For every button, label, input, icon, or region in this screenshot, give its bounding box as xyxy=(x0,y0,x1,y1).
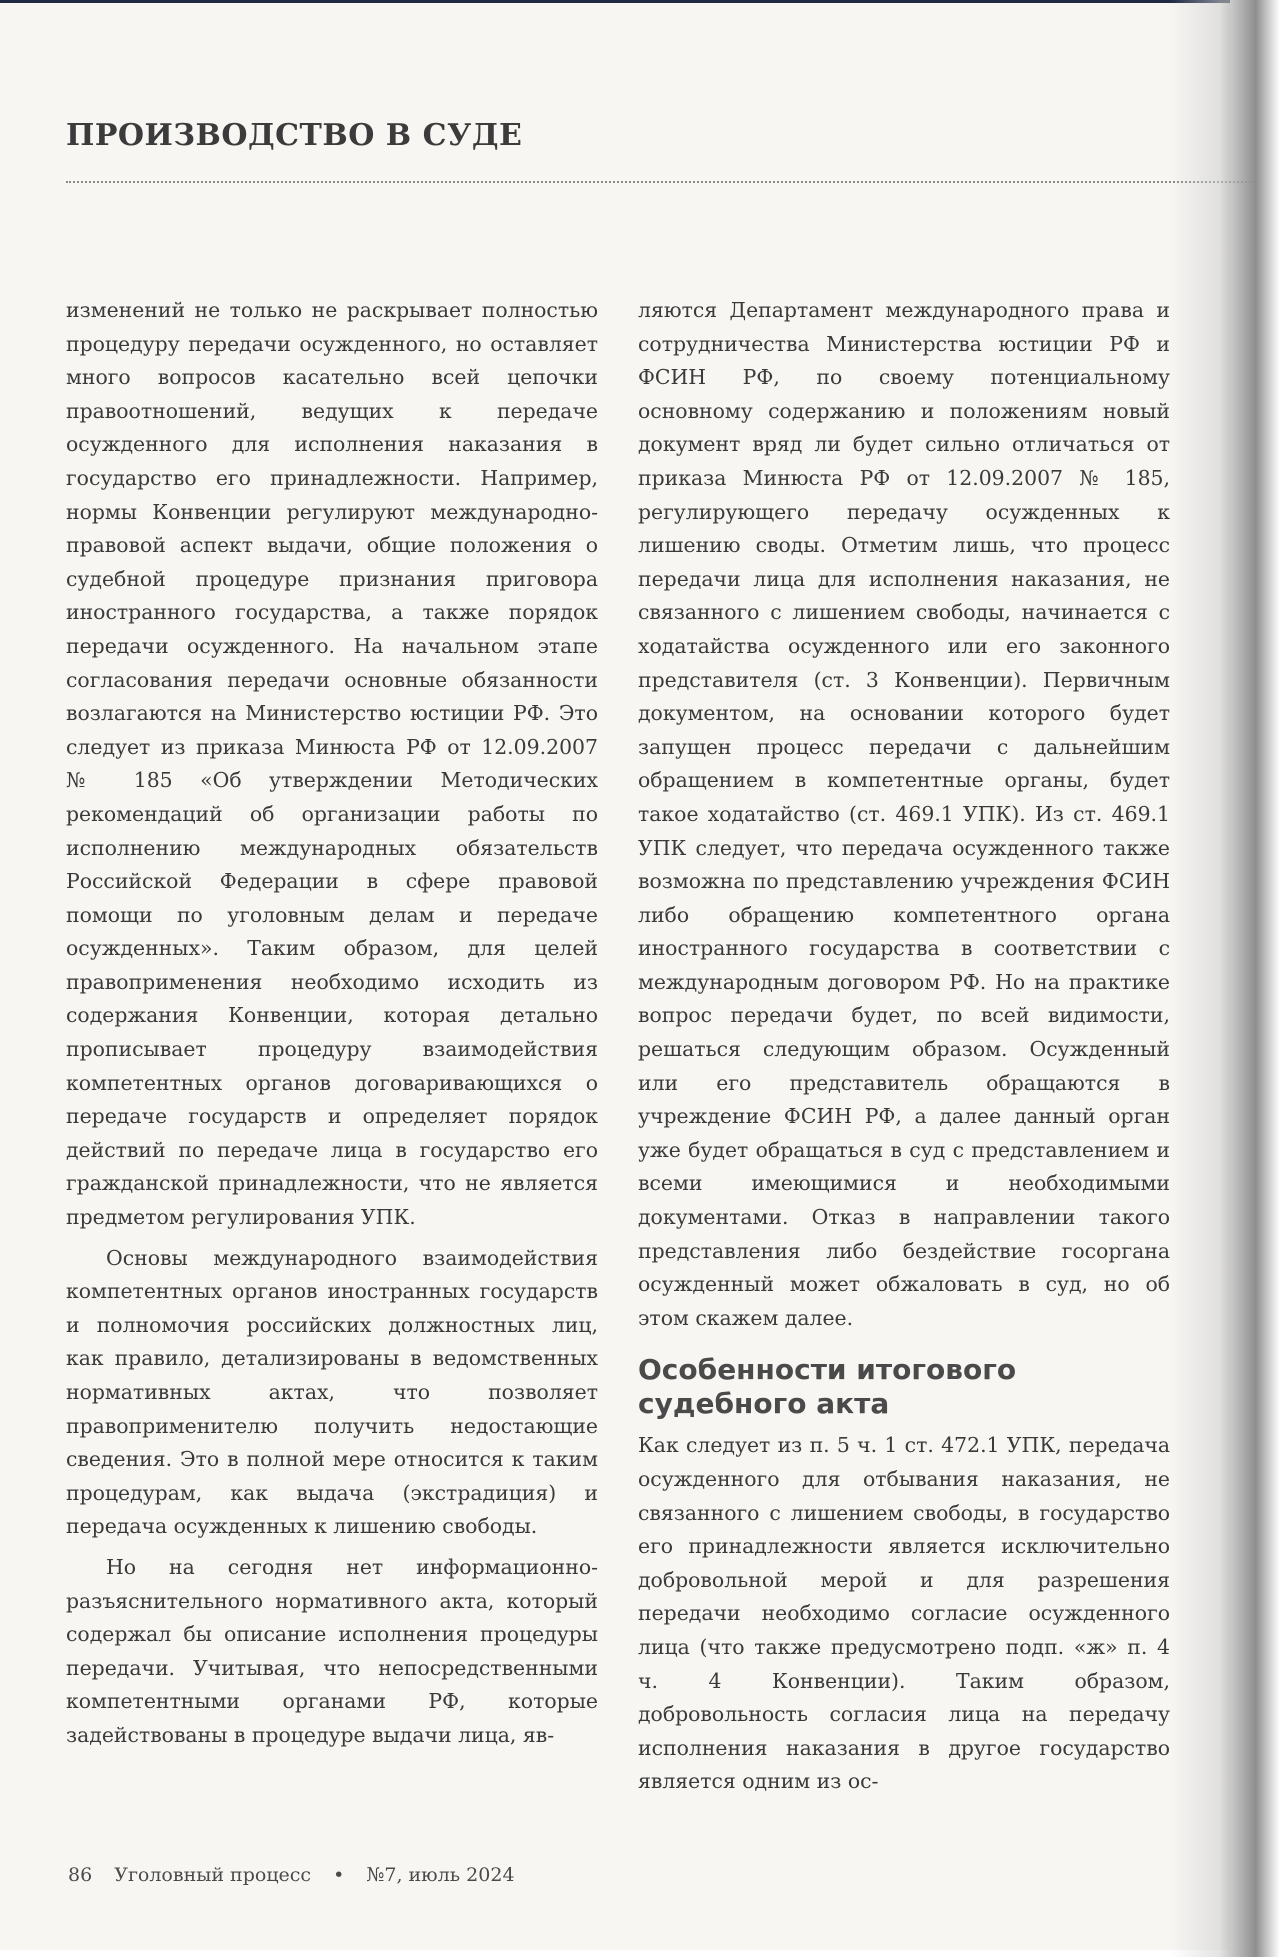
binding-shadow xyxy=(1170,0,1280,1957)
left-paragraph-1: изменений не только не раскрывает полностью процедуру передачи осужденного, но оставляет много вопросов касательно всей цепочки правоотношений, ведущих к передаче осужденного для исполнения наказания в государство его принадлежности. Например, нормы Конвенции регулируют международно-правовой аспект выдачи, общие положения о судебной процедуре признания приговора иностранного государства, а также порядок передачи осужденного. На начальном этапе согласования передачи основные обязанности возлагаются на Министерство юстиции РФ. Это следует из приказа Минюста РФ от 12.09.2007 № 185 «Об утверждении Методических рекомендаций об организации работы по исполнению международных обязательств Российской Федерации в сфере правовой помощи по уголовным делам и передаче осужденных». Таким образом, для целей правоприменения необходимо исходить из содержания Конвенции, которая детально прописывает процедуру взаимодействия компетентных органов договаривающихся о передаче государств и определяет порядок действий по передаче лица в государство его гражданской принадлежности, что не является предметом регулирования УПК. xyxy=(66,298,598,1230)
page-number: 86 xyxy=(68,1864,93,1886)
left-paragraph-2: Основы международного взаимодействия компетентных органов иностранных государств и полномочия российских должностных лиц, как правило, детализированы в ведомственных нормативных актах, что позволяет правоприменителю получить недостающие сведения. Это в полной мере относится к таким процедурам, как выдача (экстрадиция) и передача осужденных к лишению свободы. xyxy=(66,1245,598,1539)
left-column xyxy=(66,294,598,1753)
page-top-edge xyxy=(0,0,1230,3)
right-paragraph-2: Как следует из п. 5 ч. 1 ст. 472.1 УПК, передача осужденного для отбывания наказания, не связанного с лишением свободы, в государство его принадлежности является исключительно добровольной мерой и для разрешения передачи необходимо согласие осужденного лица (что также предусмотрено подп. «ж» п. 4 ч. 4 Конвенции). Таким образом, добровольность согласия лица на передачу исполнения наказания в другое государство является одним из ос- xyxy=(638,1433,1170,1794)
page-footer xyxy=(68,1864,531,1886)
right-column xyxy=(638,294,1170,1799)
footer-separator: • xyxy=(333,1864,345,1886)
issue-info: №7, июль 2024 xyxy=(366,1864,515,1886)
journal-name: Уголовный процесс xyxy=(114,1864,312,1886)
section-title: ПРОИЗВОДСТВО В СУДЕ xyxy=(66,118,523,153)
subheading: Особенности итогового судебного акта xyxy=(638,1353,1017,1421)
header-dotted-rule xyxy=(66,181,1266,183)
right-paragraph-1: ляются Департамент международного права и сотрудничества Министерства юстиции РФ и ФСИН РФ, по своему потенциальному основному содержанию и положениям новый документ вряд ли будет сильно отличаться от приказа Минюста РФ от 12.09.2007 № 185, регулирующего передачу осужденных к лишению своды. Отметим лишь, что процесс передачи лица для исполнения наказания, не связанного с лишением свободы, начинается с ходатайства осужденного или его законного представителя (ст. 3 Конвенции). Первичным документом, на основании которого будет запущен процесс передачи с дальнейшим обращением в компетентные органы, будет такое ходатайство (ст. 469.1 УПК). Из ст. 469.1 УПК следует, что передача осужденного также возможна по представлению учреждения ФСИН либо обращению компетентного органа иностранного государства в соответствии с международным договором РФ. Но на практике вопрос передачи будет, по всей видимости, решаться следующим образом. Осужденный или его представитель обращаются в учреждение ФСИН РФ, а далее данный орган уже будет обращаться в суд с представлением и всеми имеющимися и необходимыми документами. Отказ в направлении такого представления либо бездействие госоргана осужденный может обжаловать в суд, но об этом скажем далее. xyxy=(638,298,1170,1330)
left-paragraph-3: Но на сегодня нет информационно-разъяснительного нормативного акта, который содержал бы описание исполнения процедуры передачи. Учитывая, что непосредственными компетентными органами РФ, которые задействованы в процедуре выдачи лица, яв- xyxy=(66,1554,598,1747)
